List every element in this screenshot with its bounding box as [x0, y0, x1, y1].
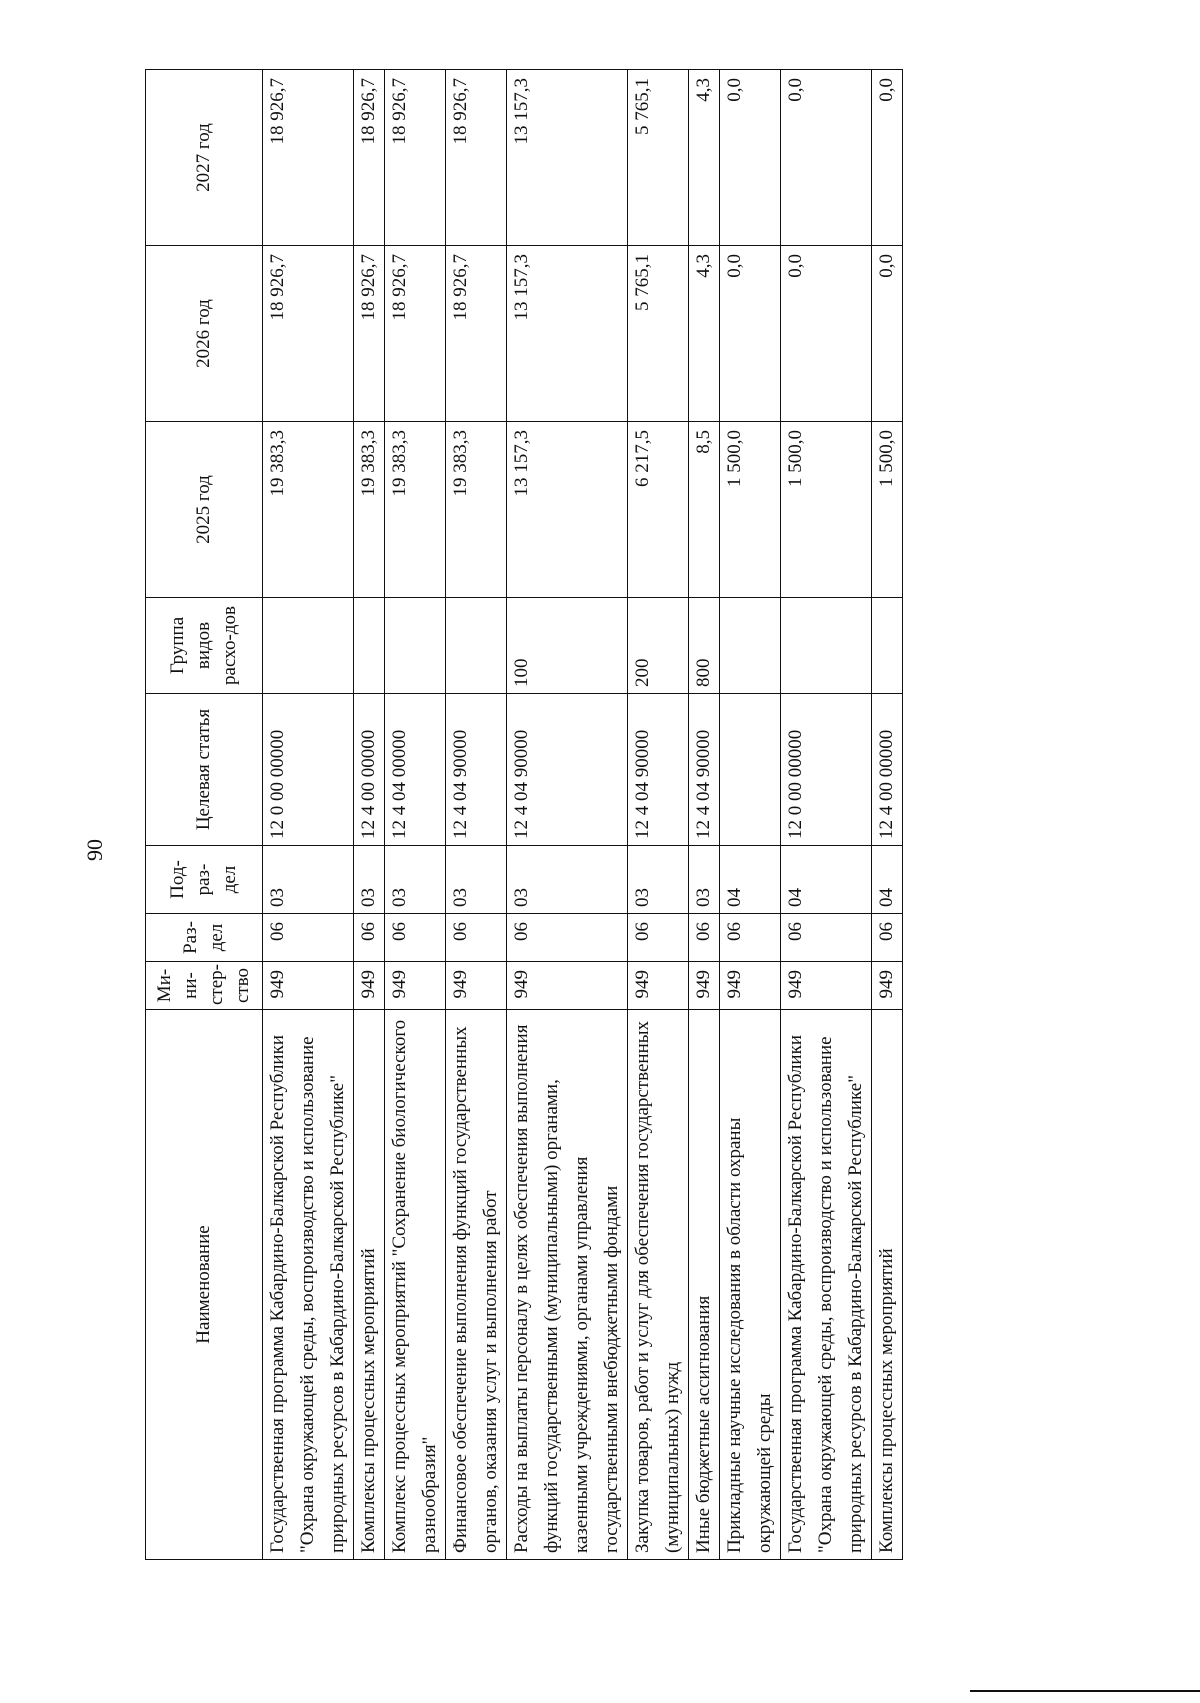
cell-group — [872, 598, 903, 694]
cell-section: 06 — [385, 914, 446, 962]
cell-2026: 0,0 — [872, 246, 903, 422]
cell-2026: 18 926,7 — [385, 246, 446, 422]
cell-section: 06 — [263, 914, 354, 962]
footer-rule — [970, 1690, 1200, 1692]
cell-2027: 0,0 — [872, 70, 903, 246]
cell-subsection: 04 — [720, 846, 781, 914]
cell-name: Комплекс процессных мероприятий "Сохранение биологического разнообразия" — [385, 1010, 446, 1560]
table-row — [446, 70, 507, 1560]
header-group: Группа видов расхо-дов — [146, 598, 263, 694]
cell-group: 200 — [628, 598, 689, 694]
cell-2027: 0,0 — [781, 70, 872, 246]
cell-2025: 13 157,3 — [507, 422, 628, 598]
cell-name: Государственная программа Кабардино-Балкарской Республики "Охрана окружающей среды, воспроизводство и использование природных ресурсов в Кабардино-Балкарской Республике" — [263, 1010, 354, 1560]
cell-2025: 19 383,3 — [446, 422, 507, 598]
cell-2026: 13 157,3 — [507, 246, 628, 422]
cell-2026: 18 926,7 — [263, 246, 354, 422]
table-row — [263, 70, 354, 1560]
cell-group — [263, 598, 354, 694]
table-row — [507, 70, 628, 1560]
cell-section: 06 — [446, 914, 507, 962]
cell-ministry: 949 — [385, 962, 446, 1010]
cell-target: 12 4 00 00000 — [354, 694, 385, 846]
cell-2025: 19 383,3 — [385, 422, 446, 598]
cell-target: 12 4 04 90000 — [628, 694, 689, 846]
cell-name: Прикладные научные исследования в области охраны окружающей среды — [720, 1010, 781, 1560]
cell-name: Государственная программа Кабардино-Балкарской Республики "Охрана окружающей среды, воспроизводство и использование природных ресурсов в Кабардино-Балкарской Республике" — [781, 1010, 872, 1560]
budget-table-rotated — [145, 70, 1025, 1560]
cell-subsection: 04 — [781, 846, 872, 914]
cell-subsection: 03 — [385, 846, 446, 914]
cell-2027: 0,0 — [720, 70, 781, 246]
cell-2027: 4,3 — [689, 70, 720, 246]
cell-group — [446, 598, 507, 694]
cell-name: Закупка товаров, работ и услуг для обеспечения государственных (муниципальных) нужд — [628, 1010, 689, 1560]
cell-group — [385, 598, 446, 694]
header-target: Целевая статья — [146, 694, 263, 846]
cell-2027: 18 926,7 — [263, 70, 354, 246]
cell-2025: 19 383,3 — [263, 422, 354, 598]
cell-target: 12 0 00 00000 — [781, 694, 872, 846]
table-row — [354, 70, 385, 1560]
cell-name: Комплексы процессных мероприятий — [354, 1010, 385, 1560]
cell-target: 12 4 04 90000 — [507, 694, 628, 846]
cell-target: 12 4 04 00000 — [385, 694, 446, 846]
cell-subsection: 03 — [354, 846, 385, 914]
cell-2027: 18 926,7 — [354, 70, 385, 246]
cell-target: 12 4 04 90000 — [446, 694, 507, 846]
cell-subsection: 03 — [689, 846, 720, 914]
table-row — [872, 70, 903, 1560]
cell-2025: 8,5 — [689, 422, 720, 598]
cell-subsection: 03 — [628, 846, 689, 914]
cell-name: Финансовое обеспечение выполнения функций государственных органов, оказания услуг и выполнения работ — [446, 1010, 507, 1560]
cell-2026: 18 926,7 — [446, 246, 507, 422]
header-2025: 2025 год — [146, 422, 263, 598]
cell-2026: 0,0 — [720, 246, 781, 422]
cell-ministry: 949 — [263, 962, 354, 1010]
table-row — [720, 70, 781, 1560]
cell-2025: 19 383,3 — [354, 422, 385, 598]
cell-ministry: 949 — [720, 962, 781, 1010]
cell-target: 12 4 00 00000 — [872, 694, 903, 846]
cell-group — [720, 598, 781, 694]
cell-2026: 5 765,1 — [628, 246, 689, 422]
cell-subsection: 03 — [263, 846, 354, 914]
cell-ministry: 949 — [446, 962, 507, 1010]
cell-target: 12 4 04 90000 — [689, 694, 720, 846]
header-ministry: Ми-ни-стер-ство — [146, 962, 263, 1010]
cell-name: Расходы на выплаты персоналу в целях обеспечения выполнения функций государственными (муниципальными) органами, казенными учреждениями, органами управления государственными внебюджетными фондами — [507, 1010, 628, 1560]
cell-ministry: 949 — [507, 962, 628, 1010]
cell-group — [781, 598, 872, 694]
cell-2025: 6 217,5 — [628, 422, 689, 598]
cell-target: 12 0 00 00000 — [263, 694, 354, 846]
cell-2025: 1 500,0 — [872, 422, 903, 598]
cell-2027: 18 926,7 — [446, 70, 507, 246]
cell-section: 06 — [872, 914, 903, 962]
header-row — [146, 70, 263, 1560]
cell-group — [354, 598, 385, 694]
header-2027: 2027 год — [146, 70, 263, 246]
cell-section: 06 — [689, 914, 720, 962]
cell-ministry: 949 — [689, 962, 720, 1010]
cell-section: 06 — [720, 914, 781, 962]
header-subsection: Под-раз-дел — [146, 846, 263, 914]
cell-section: 06 — [354, 914, 385, 962]
cell-group: 800 — [689, 598, 720, 694]
cell-ministry: 949 — [781, 962, 872, 1010]
header-2026: 2026 год — [146, 246, 263, 422]
header-name: Наименование — [146, 1010, 263, 1560]
budget-table — [145, 69, 903, 1560]
cell-name: Иные бюджетные ассигнования — [689, 1010, 720, 1560]
cell-2027: 18 926,7 — [385, 70, 446, 246]
cell-section: 06 — [628, 914, 689, 962]
table-row — [385, 70, 446, 1560]
table-row — [689, 70, 720, 1560]
cell-subsection: 03 — [446, 846, 507, 914]
cell-2025: 1 500,0 — [781, 422, 872, 598]
cell-subsection: 04 — [872, 846, 903, 914]
cell-section: 06 — [781, 914, 872, 962]
cell-2026: 18 926,7 — [354, 246, 385, 422]
cell-target — [720, 694, 781, 846]
cell-2026: 0,0 — [781, 246, 872, 422]
table-row — [628, 70, 689, 1560]
cell-ministry: 949 — [872, 962, 903, 1010]
cell-ministry: 949 — [354, 962, 385, 1010]
cell-section: 06 — [507, 914, 628, 962]
cell-2027: 13 157,3 — [507, 70, 628, 246]
cell-2027: 5 765,1 — [628, 70, 689, 246]
cell-subsection: 03 — [507, 846, 628, 914]
header-section: Раз-дел — [146, 914, 263, 962]
cell-2025: 1 500,0 — [720, 422, 781, 598]
cell-name: Комплексы процессных мероприятий — [872, 1010, 903, 1560]
cell-ministry: 949 — [628, 962, 689, 1010]
page-number: 90 — [82, 839, 107, 861]
table-row — [781, 70, 872, 1560]
cell-group: 100 — [507, 598, 628, 694]
cell-2026: 4,3 — [689, 246, 720, 422]
